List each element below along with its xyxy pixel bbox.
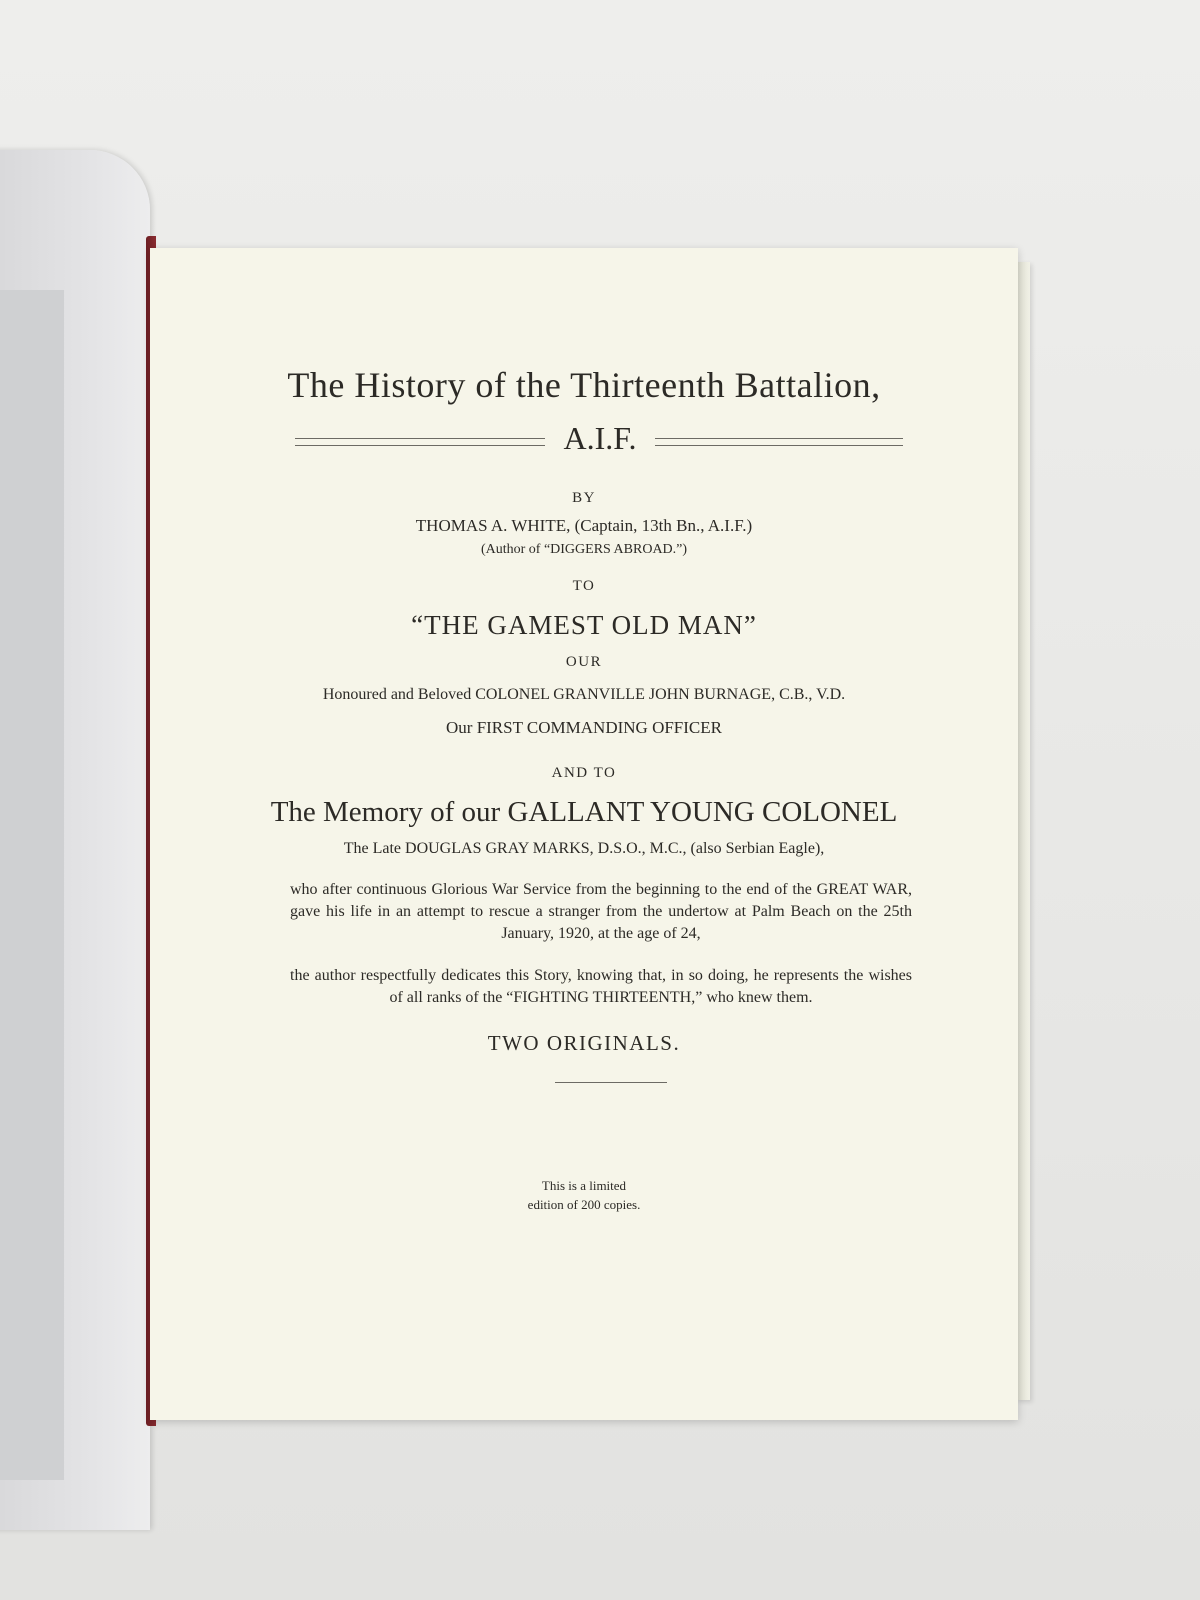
author-line: THOMAS A. WHITE, (Captain, 13th Bn., A.I.F.) [415,516,753,535]
limited-edition-note [150,1176,1018,1214]
double-rule-left [295,438,545,446]
our-label: OUR [565,654,603,670]
memory-heading: The Memory of our GALLANT YOUNG COLONEL [270,796,898,828]
by-label: BY [572,490,596,506]
to-label: TO [572,578,596,594]
double-rule-right [655,438,903,446]
limited-edition-line-2: edition of 200 copies. [527,1197,641,1212]
first-officer-line: Our FIRST COMMANDING OFFICER [446,718,722,737]
two-originals-heading: TWO ORIGINALS. [487,1031,681,1055]
short-divider [555,1082,667,1083]
and-to-label: AND TO [551,765,617,781]
left-page-print-area [0,290,64,1480]
title-page [150,248,1018,1420]
left-page [0,150,150,1530]
dedicatee-heading: “THE GAMEST OLD MAN” [411,610,757,640]
book-title: The History of the Thirteenth Battalion, [287,365,881,405]
page-stack-edge [1016,262,1030,1400]
service-paragraph: who after continuous Glorious War Service from the beginning to the end of the GREAT WAR, gave his life in an attempt to rescue a stranger from the undertow at Palm Beach on the 25th January, 1920, at the age of 24, [290,881,912,942]
honoured-colonel-line: Honoured and Beloved COLONEL GRANVILLE JOHN BURNAGE, C.B., V.D. [322,686,846,703]
book-subtitle: A.I.F. [563,420,637,456]
late-colonel-line: The Late DOUGLAS GRAY MARKS, D.S.O., M.C., (also Serbian Eagle), [343,840,825,857]
subtitle-row [295,418,903,462]
limited-edition-line-1: This is a limited [541,1178,627,1193]
dedication-paragraph: the author respectfully dedicates this Story, knowing that, in so doing, he represents the wishes of all ranks of the “FIGHTING THIRTEENTH,” who knew them. [290,967,912,1006]
author-note: (Author of “DIGGERS ABROAD.”) [480,542,688,557]
